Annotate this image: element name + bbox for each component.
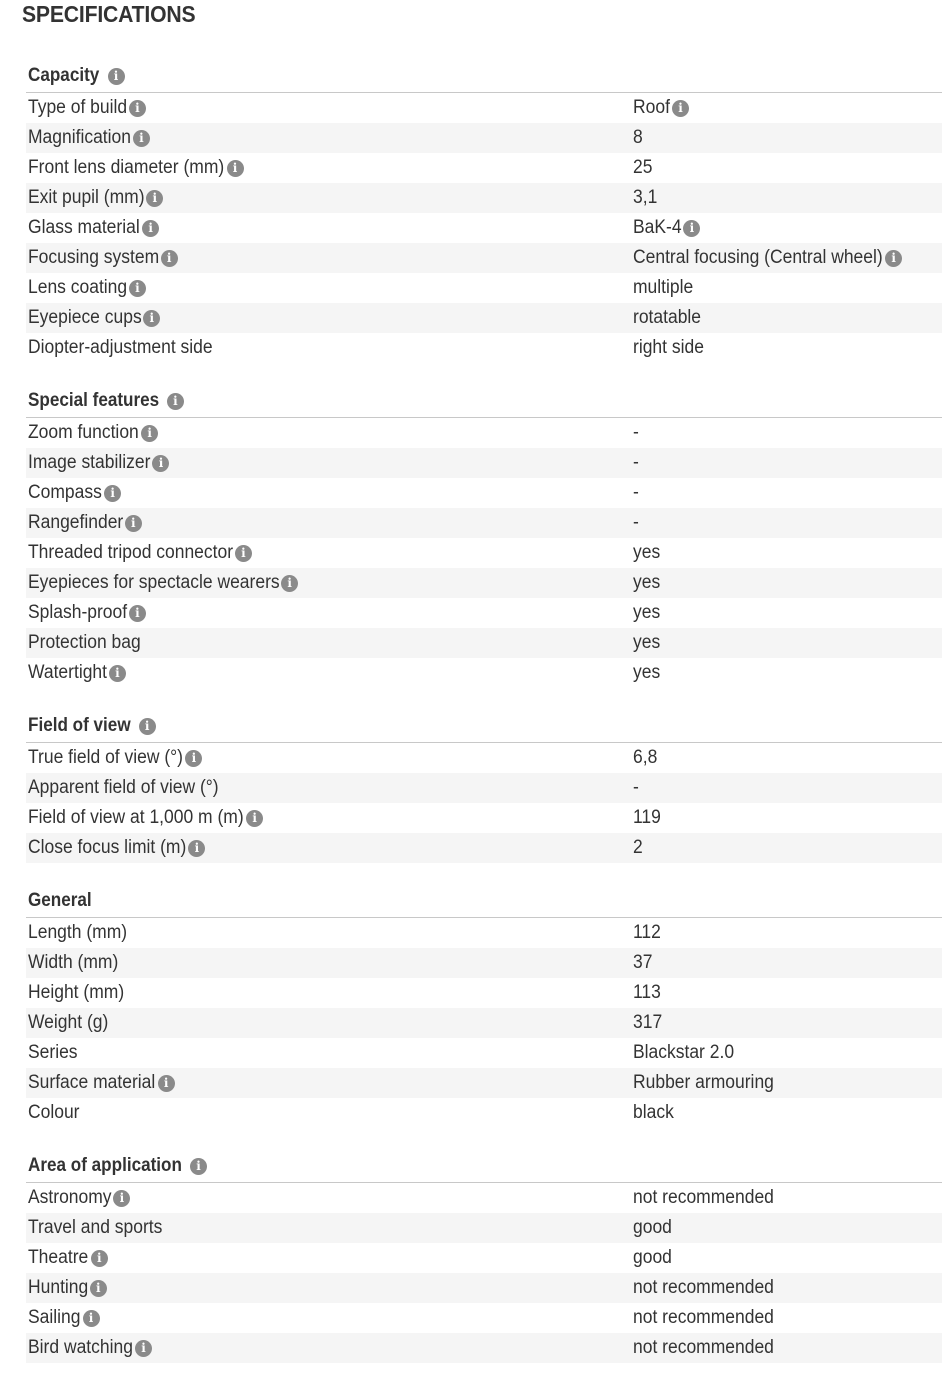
- spec-value-cell: [633, 662, 942, 684]
- spec-label: Rangefinder: [28, 512, 124, 533]
- spec-value: 119: [633, 807, 661, 828]
- spec-label: Weight (g): [28, 1012, 109, 1033]
- spec-label-cell: [26, 1217, 633, 1239]
- spec-value: not recommended: [633, 1337, 774, 1358]
- spec-row-magnification: [26, 123, 942, 153]
- spec-label-cell: [26, 1277, 633, 1299]
- spec-label: Focusing system: [28, 247, 160, 268]
- spec-label: Height (mm): [28, 982, 125, 1003]
- spec-label-cell: [26, 1072, 633, 1094]
- spec-label-cell: [26, 602, 633, 624]
- spec-value: good: [633, 1247, 672, 1268]
- spec-group-title: Special features: [28, 390, 160, 411]
- spec-value-cell: [633, 837, 942, 859]
- spec-label-cell: [26, 572, 633, 594]
- spec-value-cell: [633, 602, 942, 624]
- spec-label-cell: [26, 97, 633, 119]
- spec-label-cell: [26, 922, 633, 944]
- spec-value-cell: [633, 777, 942, 799]
- spec-value-cell: [633, 482, 942, 504]
- spec-label-cell: [26, 837, 633, 859]
- page-title: SPECIFICATIONS: [22, 1, 196, 27]
- info-icon[interactable]: i: [104, 485, 121, 502]
- spec-label: Travel and sports: [28, 1217, 163, 1238]
- spec-group-header: [26, 60, 942, 93]
- spec-value: Roof: [633, 97, 670, 118]
- spec-row-splash-proof: [26, 598, 942, 628]
- spec-label-cell: [26, 337, 633, 359]
- spec-value: yes: [633, 632, 661, 653]
- spec-value-cell: [633, 632, 942, 654]
- spec-label: Front lens diameter (mm): [28, 157, 225, 178]
- spec-label-cell: [26, 452, 633, 474]
- info-icon[interactable]: i: [133, 130, 150, 147]
- spec-label: Protection bag: [28, 632, 141, 653]
- spec-group-capacity: [26, 60, 942, 363]
- spec-row-diopter-adjustment-side: [26, 333, 942, 363]
- spec-label: Series: [28, 1042, 78, 1063]
- spec-row-sailing: [26, 1303, 942, 1333]
- spec-label-cell: [26, 1042, 633, 1064]
- spec-label-cell: [26, 1102, 633, 1124]
- spec-label-cell: [26, 307, 633, 329]
- spec-value-cell: [633, 127, 942, 149]
- spec-value: yes: [633, 602, 661, 623]
- spec-value-cell: [633, 1042, 942, 1064]
- spec-value-cell: [633, 157, 942, 179]
- spec-value: multiple: [633, 277, 694, 298]
- spec-value: BaK-4: [633, 217, 682, 238]
- spec-group-field-of-view: [26, 710, 942, 863]
- spec-row-theatre: [26, 1243, 942, 1273]
- spec-value: 6,8: [633, 747, 658, 768]
- spec-label-cell: [26, 247, 633, 269]
- spec-value: black: [633, 1102, 674, 1123]
- spec-group-area-of-application: [26, 1150, 942, 1363]
- spec-label: Theatre: [28, 1247, 89, 1268]
- spec-group-header: [26, 885, 942, 918]
- info-icon[interactable]: i: [142, 220, 159, 237]
- spec-value: 3,1: [633, 187, 658, 208]
- spec-row-bird-watching: [26, 1333, 942, 1363]
- info-icon[interactable]: i: [167, 393, 184, 410]
- spec-label-cell: [26, 982, 633, 1004]
- spec-value: -: [633, 777, 639, 798]
- spec-value: -: [633, 452, 639, 473]
- spec-row-true-field-of-view: [26, 743, 942, 773]
- spec-value: 112: [633, 922, 661, 943]
- info-icon[interactable]: i: [152, 455, 169, 472]
- spec-row-focusing-system: [26, 243, 942, 273]
- spec-value-cell: [633, 337, 942, 359]
- spec-label: Hunting: [28, 1277, 89, 1298]
- spec-value: not recommended: [633, 1307, 774, 1328]
- spec-value-cell: [633, 187, 942, 209]
- spec-value-cell: [633, 1247, 942, 1269]
- spec-value-cell: [633, 982, 942, 1004]
- spec-label: Magnification: [28, 127, 131, 148]
- spec-row-eyepiece-cups: [26, 303, 942, 333]
- spec-group-title: General: [28, 890, 92, 911]
- spec-label-cell: [26, 157, 633, 179]
- info-icon[interactable]: i: [108, 68, 125, 85]
- info-icon[interactable]: i: [146, 190, 163, 207]
- spec-row-surface-material: [26, 1068, 942, 1098]
- spec-label: Threaded tripod connector: [28, 542, 234, 563]
- spec-label: Splash-proof: [28, 602, 128, 623]
- spec-label: Type of build: [28, 97, 128, 118]
- spec-value-cell: [633, 952, 942, 974]
- info-icon[interactable]: i: [129, 605, 146, 622]
- spec-label-cell: [26, 1337, 633, 1359]
- spec-row-lens-coating: [26, 273, 942, 303]
- spec-value: yes: [633, 662, 661, 683]
- spec-group-header: [26, 1150, 942, 1183]
- spec-label: True field of view (°): [28, 747, 183, 768]
- info-icon[interactable]: i: [281, 575, 298, 592]
- spec-row-astronomy: [26, 1183, 942, 1213]
- spec-value: yes: [633, 542, 661, 563]
- info-icon[interactable]: i: [90, 1280, 107, 1297]
- spec-row-weight-g: [26, 1008, 942, 1038]
- spec-row-rangefinder: [26, 508, 942, 538]
- spec-row-image-stabilizer: [26, 448, 942, 478]
- spec-value-cell: [633, 97, 942, 119]
- spec-label-cell: [26, 1247, 633, 1269]
- spec-label-cell: [26, 632, 633, 654]
- spec-label: Diopter-adjustment side: [28, 337, 213, 358]
- info-icon[interactable]: i: [141, 425, 158, 442]
- spec-value: 113: [633, 982, 661, 1003]
- spec-label: Bird watching: [28, 1337, 133, 1358]
- spec-label-cell: [26, 277, 633, 299]
- info-icon[interactable]: i: [109, 665, 126, 682]
- specifications-table: [26, 60, 942, 1380]
- spec-row-protection-bag: [26, 628, 942, 658]
- spec-value-cell: [633, 1072, 942, 1094]
- spec-value-cell: [633, 1217, 942, 1239]
- spec-label: Colour: [28, 1102, 80, 1123]
- spec-row-type-of-build: [26, 93, 942, 123]
- spec-label: Eyepiece cups: [28, 307, 142, 328]
- spec-group-title: Field of view: [28, 715, 131, 736]
- info-icon[interactable]: i: [683, 220, 700, 237]
- spec-group-general: [26, 885, 942, 1128]
- info-icon[interactable]: i: [129, 280, 146, 297]
- spec-value: rotatable: [633, 307, 702, 328]
- spec-value: 317: [633, 1012, 663, 1033]
- spec-row-width-mm: [26, 948, 942, 978]
- spec-value-cell: [633, 422, 942, 444]
- spec-row-height-mm: [26, 978, 942, 1008]
- spec-label-cell: [26, 1307, 633, 1329]
- spec-row-watertight: [26, 658, 942, 688]
- spec-row-travel-and-sports: [26, 1213, 942, 1243]
- spec-row-apparent-field-of-view: [26, 773, 942, 803]
- spec-row-close-focus-limit-m: [26, 833, 942, 863]
- spec-label-cell: [26, 422, 633, 444]
- info-icon[interactable]: i: [235, 545, 252, 562]
- spec-value-cell: [633, 807, 942, 829]
- spec-row-hunting: [26, 1273, 942, 1303]
- spec-row-glass-material: [26, 213, 942, 243]
- info-icon[interactable]: i: [161, 250, 178, 267]
- spec-value: 8: [633, 127, 643, 148]
- spec-row-front-lens-diameter-mm: [26, 153, 942, 183]
- spec-label-cell: [26, 482, 633, 504]
- spec-value-cell: [633, 922, 942, 944]
- spec-value: Central focusing (Central wheel): [633, 247, 883, 268]
- spec-label-cell: [26, 747, 633, 769]
- spec-label: Exit pupil (mm): [28, 187, 145, 208]
- spec-value: 2: [633, 837, 643, 858]
- spec-label-cell: [26, 1012, 633, 1034]
- spec-value-cell: [633, 512, 942, 534]
- spec-label-cell: [26, 952, 633, 974]
- info-icon[interactable]: i: [885, 250, 902, 267]
- spec-value: right side: [633, 337, 704, 358]
- spec-label: Lens coating: [28, 277, 128, 298]
- spec-value-cell: [633, 452, 942, 474]
- spec-label: Surface material: [28, 1072, 156, 1093]
- spec-value-cell: [633, 542, 942, 564]
- spec-label-cell: [26, 807, 633, 829]
- spec-value: Rubber armouring: [633, 1072, 774, 1093]
- spec-value-cell: [633, 747, 942, 769]
- info-icon[interactable]: i: [143, 310, 160, 327]
- spec-label-cell: [26, 662, 633, 684]
- spec-value-cell: [633, 1307, 942, 1329]
- spec-label: Glass material: [28, 217, 140, 238]
- spec-group-title: Area of application: [28, 1155, 182, 1176]
- info-icon[interactable]: i: [139, 718, 156, 735]
- spec-row-series: [26, 1038, 942, 1068]
- spec-value-cell: [633, 572, 942, 594]
- info-icon[interactable]: i: [246, 810, 263, 827]
- info-icon[interactable]: i: [83, 1310, 100, 1327]
- spec-row-threaded-tripod-connector: [26, 538, 942, 568]
- spec-value: -: [633, 422, 639, 443]
- spec-row-exit-pupil-mm: [26, 183, 942, 213]
- spec-value: -: [633, 482, 639, 503]
- spec-label-cell: [26, 187, 633, 209]
- info-icon[interactable]: i: [125, 515, 142, 532]
- spec-value: 37: [633, 952, 653, 973]
- info-icon[interactable]: i: [135, 1340, 152, 1357]
- spec-label-cell: [26, 777, 633, 799]
- spec-row-field-of-view-at-1-000-m-m: [26, 803, 942, 833]
- spec-value: not recommended: [633, 1277, 774, 1298]
- spec-row-zoom-function: [26, 418, 942, 448]
- spec-label: Apparent field of view (°): [28, 777, 219, 798]
- info-icon[interactable]: i: [158, 1075, 175, 1092]
- spec-value-cell: [633, 307, 942, 329]
- spec-label-cell: [26, 217, 633, 239]
- spec-row-colour: [26, 1098, 942, 1128]
- info-icon[interactable]: i: [129, 100, 146, 117]
- spec-label: Width (mm): [28, 952, 119, 973]
- info-icon[interactable]: i: [190, 1158, 207, 1175]
- spec-value: -: [633, 512, 639, 533]
- spec-value-cell: [633, 1277, 942, 1299]
- spec-label: Eyepieces for spectacle wearers: [28, 572, 280, 593]
- spec-value-cell: [633, 247, 942, 269]
- spec-value-cell: [633, 1012, 942, 1034]
- spec-label: Length (mm): [28, 922, 128, 943]
- spec-value: not recommended: [633, 1187, 774, 1208]
- info-icon[interactable]: i: [113, 1190, 130, 1207]
- spec-group-header: [26, 385, 942, 418]
- spec-group-special-features: [26, 385, 942, 688]
- spec-row-eyepieces-for-spectacle-wearers: [26, 568, 942, 598]
- info-icon[interactable]: i: [672, 100, 689, 117]
- spec-value: yes: [633, 572, 661, 593]
- spec-label: Compass: [28, 482, 102, 503]
- spec-value: good: [633, 1217, 672, 1238]
- spec-value-cell: [633, 217, 942, 239]
- info-icon[interactable]: i: [227, 160, 244, 177]
- info-icon[interactable]: i: [91, 1250, 108, 1267]
- spec-group-header: [26, 710, 942, 743]
- spec-value: Blackstar 2.0: [633, 1042, 735, 1063]
- spec-label-cell: [26, 542, 633, 564]
- info-icon[interactable]: i: [185, 750, 202, 767]
- spec-value-cell: [633, 1337, 942, 1359]
- spec-value-cell: [633, 1187, 942, 1209]
- info-icon[interactable]: i: [188, 840, 205, 857]
- spec-value-cell: [633, 1102, 942, 1124]
- spec-label-cell: [26, 1187, 633, 1209]
- spec-value: 25: [633, 157, 653, 178]
- spec-label-cell: [26, 512, 633, 534]
- spec-label: Watertight: [28, 662, 108, 683]
- spec-group-title: Capacity: [28, 65, 100, 86]
- spec-label: Image stabilizer: [28, 452, 151, 473]
- spec-label: Astronomy: [28, 1187, 112, 1208]
- spec-label: Zoom function: [28, 422, 139, 443]
- spec-label: Close focus limit (m): [28, 837, 187, 858]
- spec-row-compass: [26, 478, 942, 508]
- spec-row-length-mm: [26, 918, 942, 948]
- spec-label: Field of view at 1,000 m (m): [28, 807, 244, 828]
- spec-value-cell: [633, 277, 942, 299]
- spec-label-cell: [26, 127, 633, 149]
- spec-label: Sailing: [28, 1307, 81, 1328]
